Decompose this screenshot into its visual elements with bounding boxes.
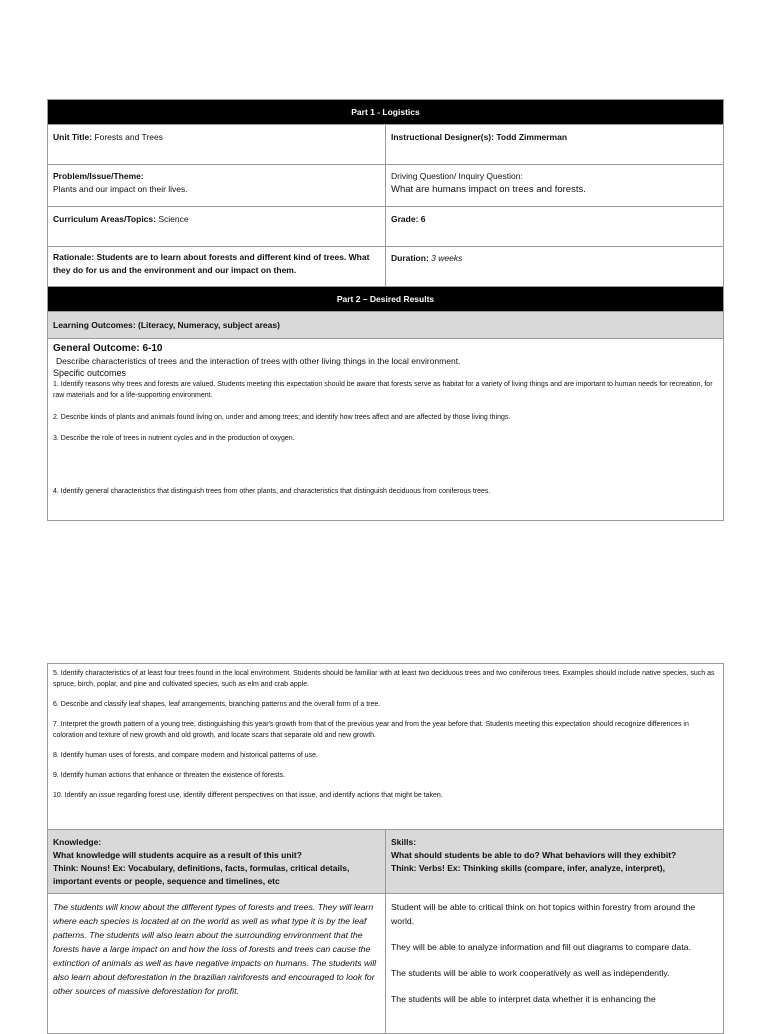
outcome-5: 5. Identify characteristics of at least four trees found in the local environment. Students should be familiar with at least two deciduous trees and two coniferous trees. Examples should include native species, such as spruce, birch, poplar, and pine and cultivated species, such as elm and crab apple. bbox=[53, 670, 715, 688]
part2-header: Part 2 – Desired Results bbox=[48, 287, 724, 312]
knowledge-think: Think: Nouns! Ex: Vocabulary, definitions, facts, formulas, critical details, important events or people, sequence and timelines, etc bbox=[53, 863, 350, 886]
outcomes-cell bbox=[48, 339, 724, 521]
logistics-table bbox=[47, 99, 724, 521]
skills-text bbox=[386, 894, 724, 1034]
duration-label: Duration: bbox=[391, 253, 429, 263]
skills-title: Skills: bbox=[391, 837, 417, 847]
skill-4: The students will be able to interpret data whether it is enhancing the bbox=[391, 994, 656, 1004]
part1-header: Part 1 - Logistics bbox=[48, 100, 724, 125]
unit-title-cell bbox=[48, 125, 386, 165]
knowledge-header bbox=[48, 830, 386, 894]
curriculum-label: Curriculum Areas/Topics: bbox=[53, 214, 156, 224]
general-outcome-desc: Describe characteristics of trees and the interaction of trees with other living things in the local environment. bbox=[56, 356, 461, 366]
grade-label: Grade: bbox=[391, 214, 419, 224]
skill-1: Student will be able to critical think on hot topics within forestry from around the world. bbox=[391, 902, 696, 926]
duration-value: 3 weeks bbox=[431, 253, 463, 263]
outcome-10: 10. Identify an issue regarding forest use, identify different perspectives on that issue, and identify actions that might be taken. bbox=[53, 792, 443, 799]
unit-title-value: Forests and Trees bbox=[94, 132, 163, 142]
outcome-1: 1. Identify reasons why trees and forests are valued. Students meeting this expectation should be aware that forests serve as habitat for a variety of living things and are important to human needs for recreation, for raw materials and for a life-supporting environment. bbox=[53, 381, 713, 399]
learning-outcomes-label: Learning Outcomes: (Literacy, Numeracy, subject areas) bbox=[48, 312, 724, 339]
outcome-9: 9. Identify human actions that enhance or threaten the existence of forests. bbox=[53, 772, 285, 779]
outcome-8: 8. Identify human uses of forests, and compare modern and historical patterns of use. bbox=[53, 752, 318, 759]
skill-2: They will be able to analyze information and fill out diagrams to compare data. bbox=[391, 942, 691, 952]
skills-question: What should students be able to do? What behaviors will they exhibit? bbox=[391, 850, 677, 860]
outcome-6: 6. Describe and classify leaf shapes, leaf arrangements, branching patterns and the overall form of a tree. bbox=[53, 701, 381, 708]
specific-outcomes-label: Specific outcomes bbox=[53, 368, 127, 378]
grade-value: 6 bbox=[420, 214, 426, 224]
grade-cell bbox=[386, 207, 724, 247]
skills-header bbox=[386, 830, 724, 894]
unit-title-label: Unit Title: bbox=[53, 132, 93, 142]
outcome-7: 7. Interpret the growth pattern of a young tree, distinguishing this year's growth from that of the previous year and from the year before that. Students meeting this expectation should recognize differences in coloration and texture of new growth and old growth, and locate scars that separate old and new growth. bbox=[53, 721, 689, 739]
outcome-4: 4. Identify general characteristics that distinguish trees from other plants, and characteristics that distinguish deciduous from coniferous trees. bbox=[53, 488, 491, 495]
general-outcome-title: General Outcome: 6-10 bbox=[53, 343, 163, 354]
problem-label: Problem/Issue/Theme: bbox=[53, 171, 144, 181]
driving-question-cell bbox=[386, 165, 724, 207]
outcome-2: 2. Describe kinds of plants and animals found living on, under and among trees; and identify how trees affect and are affected by those living things. bbox=[53, 414, 511, 421]
outcomes-continued-table bbox=[47, 663, 724, 1034]
knowledge-text: The students will know about the different types of forests and trees. They will learn where each species is located at on the world as well as what type it is by the leaf patterns. The students will also learn about the surrounding environment that the forests have a large impact on and how the loss of forests and trees can cause the extinction of animals as well as have negative impacts on humans. The students will also learn about deforestation in the brazilian rainforests and encouraged to look for other sources of massive deforestation for profit. bbox=[48, 894, 386, 1034]
problem-cell bbox=[48, 165, 386, 207]
outcomes-continued-cell bbox=[48, 664, 724, 830]
driving-value: What are humans impact on trees and forests. bbox=[391, 184, 586, 195]
skills-think: Think: Verbs! Ex: Thinking skills (compare, infer, analyze, interpret), bbox=[391, 863, 665, 873]
designer-label: Instructional Designer(s): bbox=[391, 132, 494, 142]
duration-cell bbox=[386, 247, 724, 287]
knowledge-question: What knowledge will students acquire as a result of this unit? bbox=[53, 850, 302, 860]
curriculum-value: Science bbox=[158, 214, 189, 224]
designer-cell bbox=[386, 125, 724, 165]
problem-value: Plants and our impact on their lives. bbox=[53, 184, 188, 194]
knowledge-title: Knowledge: bbox=[53, 837, 102, 847]
skill-3: The students will be able to work cooperatively as well as independently. bbox=[391, 968, 670, 978]
driving-label: Driving Question/ Inquiry Question: bbox=[391, 171, 523, 181]
curriculum-cell bbox=[48, 207, 386, 247]
rationale-cell: Rationale: Students are to learn about forests and different kind of trees. What they do for us and the environment and our impact on them. bbox=[48, 247, 386, 287]
designer-value: Todd Zimmerman bbox=[496, 132, 568, 142]
outcome-3: 3. Describe the role of trees in nutrient cycles and in the production of oxygen. bbox=[53, 435, 295, 442]
